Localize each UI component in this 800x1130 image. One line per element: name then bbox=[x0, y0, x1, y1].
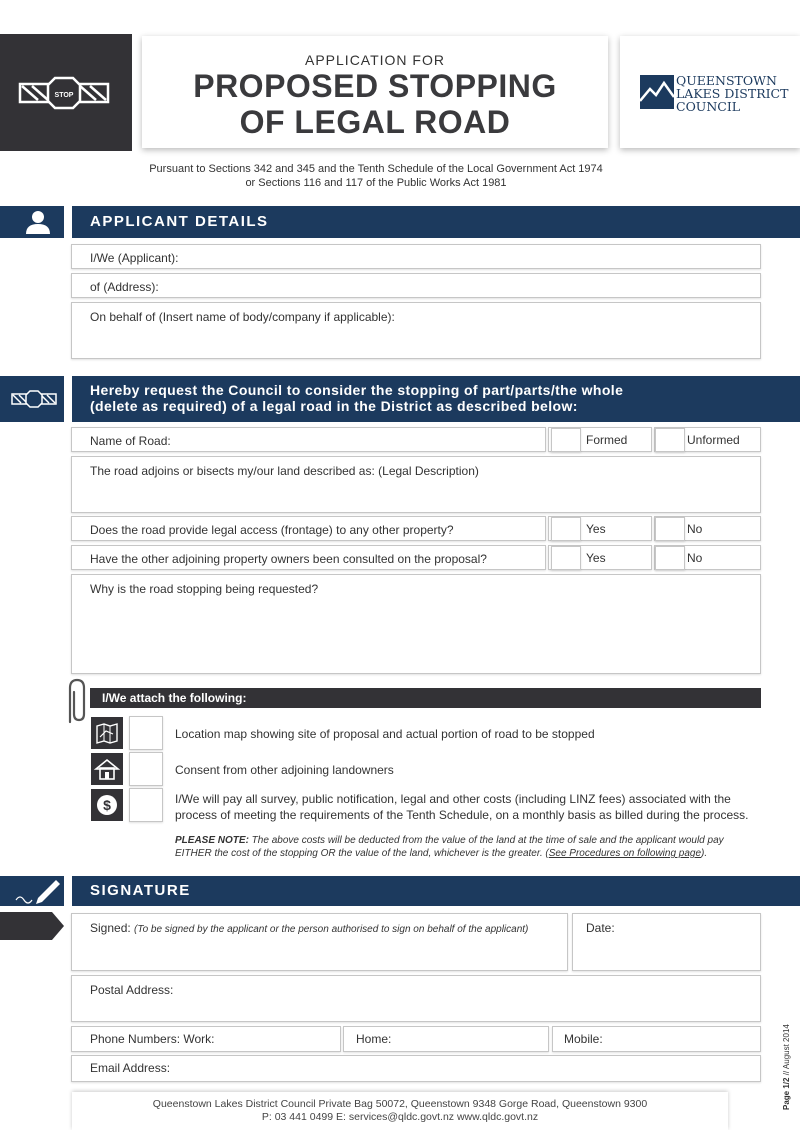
stop-sign-text: STOP bbox=[54, 92, 74, 99]
signature-icon-box bbox=[0, 876, 64, 906]
header-stop-panel bbox=[0, 34, 132, 151]
on-behalf-field[interactable] bbox=[71, 302, 761, 359]
revision-date: August 2014 bbox=[782, 1024, 791, 1070]
postal-address-field[interactable] bbox=[71, 975, 761, 1022]
pursuant-line-1: Pursuant to Sections 342 and 345 and the Tenth Schedule of the Local Government Act 1974 bbox=[149, 163, 603, 175]
council-name-2: LAKES DISTRICT bbox=[676, 86, 789, 101]
page-number: Page 1/2 bbox=[782, 1077, 791, 1110]
access-yes-label: Yes bbox=[586, 522, 606, 536]
application-for: APPLICATION FOR bbox=[305, 52, 445, 68]
consulted-no-checkbox[interactable] bbox=[655, 546, 685, 570]
footer bbox=[72, 1092, 728, 1130]
applicant-label: I/We (Applicant): bbox=[90, 251, 179, 265]
footer-address: Queenstown Lakes District Council Private Bag 50072, Queenstown 9348 Gorge Road, Queenstown 9300 bbox=[152, 1098, 648, 1110]
dollar-icon bbox=[91, 789, 123, 821]
work-phone-field[interactable] bbox=[71, 1026, 341, 1052]
costs-label-line2: process of meeting the requirements of the Tenth Schedule, on a monthly basis as billed during the process. bbox=[175, 808, 749, 822]
mobile-phone-label: Mobile: bbox=[564, 1032, 603, 1046]
consulted-yes-checkbox[interactable] bbox=[551, 546, 581, 570]
signed-note: (To be signed by the applicant or the person authorised to sign on behalf of the applicant) bbox=[134, 924, 529, 935]
reason-label: Why is the road stopping being requested? bbox=[90, 582, 319, 596]
applicant-section-title: APPLICANT DETAILS bbox=[90, 213, 269, 230]
costs-label bbox=[175, 791, 775, 823]
person-icon bbox=[0, 206, 64, 238]
consulted-question-label: Have the other adjoining property owners been consulted on the proposal? bbox=[90, 552, 487, 566]
dollar-symbol: $ bbox=[103, 797, 111, 813]
work-phone-label: Phone Numbers: Work: bbox=[90, 1032, 215, 1046]
map-icon bbox=[91, 717, 123, 749]
unformed-checkbox[interactable] bbox=[655, 428, 685, 452]
consulted-no-label: No bbox=[687, 551, 703, 565]
costs-note bbox=[175, 834, 775, 860]
costs-checkbox[interactable] bbox=[129, 788, 163, 822]
procedures-link[interactable]: See Procedures on following page bbox=[548, 848, 702, 859]
footer-contact: P: 03 441 0499 E: services@qldc.govt.nz www.qldc.govt.nz bbox=[261, 1111, 539, 1123]
paperclip-icon bbox=[60, 676, 94, 726]
consulted-question-row bbox=[71, 545, 546, 570]
address-label: of (Address): bbox=[90, 280, 159, 294]
note-text: The above costs will be deducted from the value of the land at the time of sale and the applicant would pay bbox=[248, 835, 724, 846]
road-name-field[interactable] bbox=[71, 427, 546, 452]
applicant-field[interactable] bbox=[71, 244, 761, 269]
legal-description-field[interactable] bbox=[71, 456, 761, 513]
council-name-1: QUEENSTOWN bbox=[676, 73, 777, 88]
applicant-icon-box bbox=[0, 206, 64, 238]
date-label: Date: bbox=[586, 921, 615, 935]
signature-section-title: SIGNATURE bbox=[90, 882, 191, 899]
formed-checkbox[interactable] bbox=[551, 428, 581, 452]
address-field[interactable] bbox=[71, 273, 761, 298]
access-question-label: Does the road provide legal access (frontage) to any other property? bbox=[90, 523, 454, 537]
location-map-checkbox[interactable] bbox=[129, 716, 163, 750]
unformed-label: Unformed bbox=[687, 433, 740, 447]
signed-label bbox=[90, 921, 528, 935]
mobile-phone-field[interactable] bbox=[552, 1026, 761, 1052]
signature-field[interactable] bbox=[71, 913, 568, 971]
note-end: ). bbox=[701, 848, 708, 859]
request-title-line2: (delete as required) of a legal road in the District as described below: bbox=[90, 398, 578, 414]
applicant-section-header bbox=[72, 206, 800, 238]
title-block bbox=[142, 36, 608, 148]
on-behalf-label: On behalf of (Insert name of body/company if applicable): bbox=[90, 310, 395, 324]
home-phone-label: Home: bbox=[356, 1032, 392, 1046]
access-no-label: No bbox=[687, 522, 703, 536]
sign-here-arrow-icon bbox=[0, 912, 64, 940]
email-label: Email Address: bbox=[90, 1061, 171, 1075]
access-question-row bbox=[71, 516, 546, 541]
pursuant-line-2: or Sections 116 and 117 of the Public Works Act 1981 bbox=[245, 177, 507, 189]
note-heading: PLEASE NOTE: bbox=[175, 835, 249, 846]
mountain-logo-icon bbox=[640, 75, 674, 109]
signature-section-header bbox=[72, 876, 800, 906]
costs-label-line1: I/We will pay all survey, public notification, legal and other costs (including LINZ fees) associated with the bbox=[175, 792, 731, 806]
request-title-line1: Hereby request the Council to consider the stopping of part/parts/the whole bbox=[90, 382, 624, 398]
home-phone-field[interactable] bbox=[343, 1026, 549, 1052]
legal-description-label: The road adjoins or bisects my/our land described as: (Legal Description) bbox=[90, 464, 479, 478]
signed-label-text: Signed: bbox=[90, 921, 135, 935]
council-name-3: COUNCIL bbox=[676, 99, 741, 114]
page-title-line1: PROPOSED STOPPING bbox=[193, 68, 557, 104]
formed-label: Formed bbox=[586, 433, 628, 447]
landowner-consent-label: Consent from other adjoining landowners bbox=[175, 763, 394, 777]
location-map-label: Location map showing site of proposal and actual portion of road to be stopped bbox=[175, 727, 595, 741]
page-number-block bbox=[782, 1010, 796, 1120]
note-line2: EITHER the cost of the stopping OR the value of the land, whichever is the greater. ( bbox=[175, 848, 549, 859]
road-icon-box bbox=[0, 376, 64, 422]
landowner-consent-checkbox[interactable] bbox=[129, 752, 163, 786]
council-logo-block bbox=[620, 36, 800, 148]
page-separator: // bbox=[782, 1069, 791, 1078]
postal-address-label: Postal Address: bbox=[90, 983, 174, 997]
access-yes-checkbox[interactable] bbox=[551, 517, 581, 541]
road-stop-small-icon bbox=[0, 376, 64, 422]
reason-field[interactable] bbox=[71, 574, 761, 674]
house-icon bbox=[91, 753, 123, 785]
attachments-header: I/We attach the following: bbox=[90, 688, 761, 708]
road-stop-icon bbox=[0, 34, 132, 151]
request-section-header bbox=[72, 376, 800, 422]
date-field[interactable] bbox=[572, 913, 761, 971]
pen-icon bbox=[0, 876, 64, 906]
legislation-reference bbox=[0, 162, 752, 190]
email-field[interactable] bbox=[71, 1055, 761, 1082]
page-title-line2: OF LEGAL ROAD bbox=[239, 104, 511, 140]
access-no-checkbox[interactable] bbox=[655, 517, 685, 541]
road-name-label: Name of Road: bbox=[90, 434, 171, 448]
consulted-yes-label: Yes bbox=[586, 551, 606, 565]
